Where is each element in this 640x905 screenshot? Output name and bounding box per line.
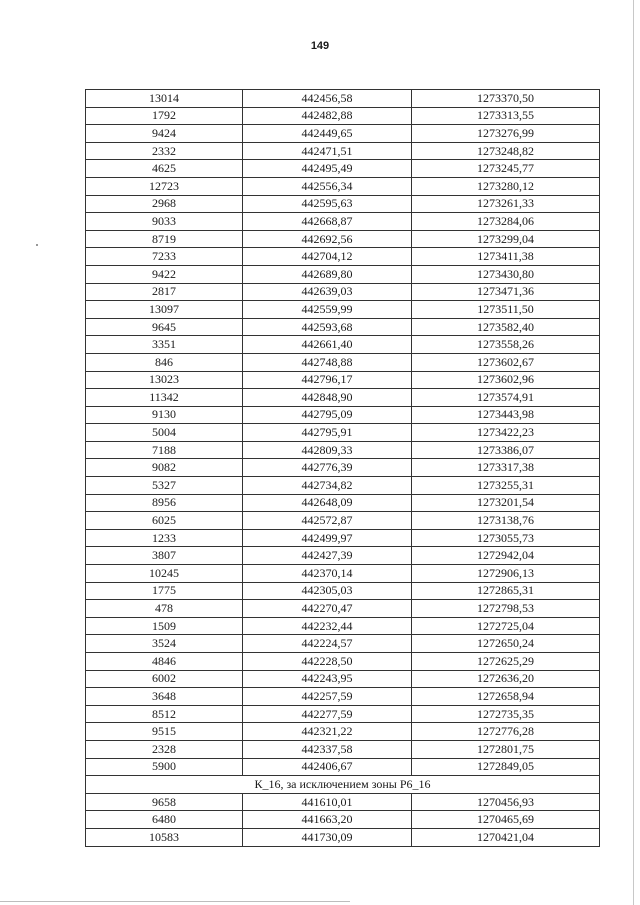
x-coordinate-cell: 442661,40 [243,336,412,354]
table-row [86,213,600,231]
y-coordinate-cell: 1273370,50 [412,90,600,108]
point-number-cell: 13014 [86,90,243,108]
point-number-cell: 2968 [86,195,243,213]
x-coordinate-cell: 442556,34 [243,177,412,195]
x-coordinate-cell: 442704,12 [243,248,412,266]
x-coordinate-cell: 442734,82 [243,477,412,495]
coordinates-table [85,89,600,847]
point-number-cell: 3351 [86,336,243,354]
x-coordinate-cell: 442232,44 [243,617,412,635]
y-coordinate-cell: 1272942,04 [412,547,600,565]
point-number-cell: 4625 [86,160,243,178]
table-row [86,142,600,160]
x-coordinate-cell: 442809,33 [243,441,412,459]
y-coordinate-cell: 1273443,98 [412,406,600,424]
y-coordinate-cell: 1273602,67 [412,353,600,371]
table-row [86,653,600,671]
x-coordinate-cell: 442449,65 [243,125,412,143]
point-number-cell: 13097 [86,301,243,319]
table-row [86,582,600,600]
point-number-cell: 4846 [86,653,243,671]
table-row [86,160,600,178]
x-coordinate-cell: 442689,80 [243,265,412,283]
coordinates-table-body [86,90,600,847]
table-row [86,617,600,635]
point-number-cell: 478 [86,600,243,618]
point-number-cell: 8956 [86,494,243,512]
y-coordinate-cell: 1272906,13 [412,565,600,583]
table-row [86,740,600,758]
x-coordinate-cell: 442495,49 [243,160,412,178]
x-coordinate-cell: 442593,68 [243,318,412,336]
table-row [86,283,600,301]
x-coordinate-cell: 442321,22 [243,723,412,741]
y-coordinate-cell: 1273411,38 [412,248,600,266]
y-coordinate-cell: 1273386,07 [412,441,600,459]
section-header-row [86,776,600,794]
y-coordinate-cell: 1270421,04 [412,828,600,846]
x-coordinate-cell: 442692,56 [243,230,412,248]
table-row [86,705,600,723]
y-coordinate-cell: 1273245,77 [412,160,600,178]
x-coordinate-cell: 442337,58 [243,740,412,758]
point-number-cell: 1233 [86,529,243,547]
x-coordinate-cell: 442639,03 [243,283,412,301]
point-number-cell: 9130 [86,406,243,424]
table-row [86,565,600,583]
table-row [86,441,600,459]
point-number-cell: 2328 [86,740,243,758]
x-coordinate-cell: 442228,50 [243,653,412,671]
table-row [86,793,600,811]
x-coordinate-cell: 442427,39 [243,547,412,565]
point-number-cell: 9422 [86,265,243,283]
point-number-cell: 10583 [86,828,243,846]
page-number: 149 [310,40,330,52]
x-coordinate-cell: 442648,09 [243,494,412,512]
scan-speck [36,244,38,246]
point-number-cell: 1792 [86,107,243,125]
point-number-cell: 2332 [86,142,243,160]
point-number-cell: 1509 [86,617,243,635]
x-coordinate-cell: 442370,14 [243,565,412,583]
table-row [86,723,600,741]
y-coordinate-cell: 1272650,24 [412,635,600,653]
point-number-cell: 7188 [86,441,243,459]
y-coordinate-cell: 1273602,96 [412,371,600,389]
x-coordinate-cell: 442471,51 [243,142,412,160]
point-number-cell: 6002 [86,670,243,688]
point-number-cell: 9082 [86,459,243,477]
x-coordinate-cell: 442668,87 [243,213,412,231]
point-number-cell: 10245 [86,565,243,583]
point-number-cell: 9515 [86,723,243,741]
y-coordinate-cell: 1272636,20 [412,670,600,688]
table-row [86,125,600,143]
point-number-cell: 11342 [86,389,243,407]
y-coordinate-cell: 1273471,36 [412,283,600,301]
x-coordinate-cell: 442305,03 [243,582,412,600]
table-row [86,494,600,512]
table-row [86,635,600,653]
y-coordinate-cell: 1273055,73 [412,529,600,547]
page-edge [633,0,634,905]
table-row [86,512,600,530]
point-number-cell: 5327 [86,477,243,495]
x-coordinate-cell: 442748,88 [243,353,412,371]
y-coordinate-cell: 1272776,28 [412,723,600,741]
y-coordinate-cell: 1273261,33 [412,195,600,213]
point-number-cell: 3524 [86,635,243,653]
table-row [86,195,600,213]
x-coordinate-cell: 441730,09 [243,828,412,846]
x-coordinate-cell: 441663,20 [243,811,412,829]
table-row [86,371,600,389]
point-number-cell: 13023 [86,371,243,389]
table-row [86,600,600,618]
table-row [86,688,600,706]
table-row [86,477,600,495]
table-row [86,758,600,776]
table-row [86,389,600,407]
y-coordinate-cell: 1273430,80 [412,265,600,283]
table-row [86,811,600,829]
point-number-cell: 3648 [86,688,243,706]
table-row [86,547,600,565]
y-coordinate-cell: 1272725,04 [412,617,600,635]
y-coordinate-cell: 1273255,31 [412,477,600,495]
table-row [86,301,600,319]
y-coordinate-cell: 1272801,75 [412,740,600,758]
table-row [86,406,600,424]
table-row [86,529,600,547]
y-coordinate-cell: 1273299,04 [412,230,600,248]
y-coordinate-cell: 1273280,12 [412,177,600,195]
table-row [86,248,600,266]
y-coordinate-cell: 1273511,50 [412,301,600,319]
point-number-cell: 9033 [86,213,243,231]
table-row [86,424,600,442]
y-coordinate-cell: 1272798,53 [412,600,600,618]
y-coordinate-cell: 1273201,54 [412,494,600,512]
x-coordinate-cell: 442406,67 [243,758,412,776]
x-coordinate-cell: 442456,58 [243,90,412,108]
x-coordinate-cell: 442796,17 [243,371,412,389]
x-coordinate-cell: 442848,90 [243,389,412,407]
y-coordinate-cell: 1273138,76 [412,512,600,530]
x-coordinate-cell: 442795,09 [243,406,412,424]
y-coordinate-cell: 1273582,40 [412,318,600,336]
x-coordinate-cell: 442572,87 [243,512,412,530]
y-coordinate-cell: 1273422,23 [412,424,600,442]
x-coordinate-cell: 442277,59 [243,705,412,723]
y-coordinate-cell: 1273558,26 [412,336,600,354]
table-row [86,230,600,248]
table-row [86,353,600,371]
x-coordinate-cell: 442559,99 [243,301,412,319]
y-coordinate-cell: 1273284,06 [412,213,600,231]
y-coordinate-cell: 1272625,29 [412,653,600,671]
table-row [86,336,600,354]
y-coordinate-cell: 1272735,35 [412,705,600,723]
point-number-cell: 8719 [86,230,243,248]
page-edge-bottom [0,901,350,902]
point-number-cell: 2817 [86,283,243,301]
x-coordinate-cell: 442243,95 [243,670,412,688]
point-number-cell: 3807 [86,547,243,565]
table-row [86,90,600,108]
y-coordinate-cell: 1272658,94 [412,688,600,706]
x-coordinate-cell: 442595,63 [243,195,412,213]
point-number-cell: 6025 [86,512,243,530]
x-coordinate-cell: 442270,47 [243,600,412,618]
y-coordinate-cell: 1272849,05 [412,758,600,776]
table-row [86,828,600,846]
x-coordinate-cell: 442795,91 [243,424,412,442]
point-number-cell: 6480 [86,811,243,829]
table-row [86,265,600,283]
point-number-cell: 12723 [86,177,243,195]
y-coordinate-cell: 1272865,31 [412,582,600,600]
table-row [86,107,600,125]
table-row [86,177,600,195]
y-coordinate-cell: 1273248,82 [412,142,600,160]
y-coordinate-cell: 1273574,91 [412,389,600,407]
x-coordinate-cell: 442482,88 [243,107,412,125]
table-row [86,459,600,477]
x-coordinate-cell: 441610,01 [243,793,412,811]
point-number-cell: 5900 [86,758,243,776]
point-number-cell: 5004 [86,424,243,442]
point-number-cell: 1775 [86,582,243,600]
x-coordinate-cell: 442499,97 [243,529,412,547]
y-coordinate-cell: 1273317,38 [412,459,600,477]
point-number-cell: 9424 [86,125,243,143]
y-coordinate-cell: 1273313,55 [412,107,600,125]
x-coordinate-cell: 442224,57 [243,635,412,653]
x-coordinate-cell: 442257,59 [243,688,412,706]
point-number-cell: 9658 [86,793,243,811]
y-coordinate-cell: 1273276,99 [412,125,600,143]
section-title: К_16, за исключением зоны Р6_16 [86,776,600,794]
table-row [86,318,600,336]
x-coordinate-cell: 442776,39 [243,459,412,477]
table-row [86,670,600,688]
y-coordinate-cell: 1270465,69 [412,811,600,829]
point-number-cell: 8512 [86,705,243,723]
point-number-cell: 7233 [86,248,243,266]
y-coordinate-cell: 1270456,93 [412,793,600,811]
point-number-cell: 9645 [86,318,243,336]
point-number-cell: 846 [86,353,243,371]
